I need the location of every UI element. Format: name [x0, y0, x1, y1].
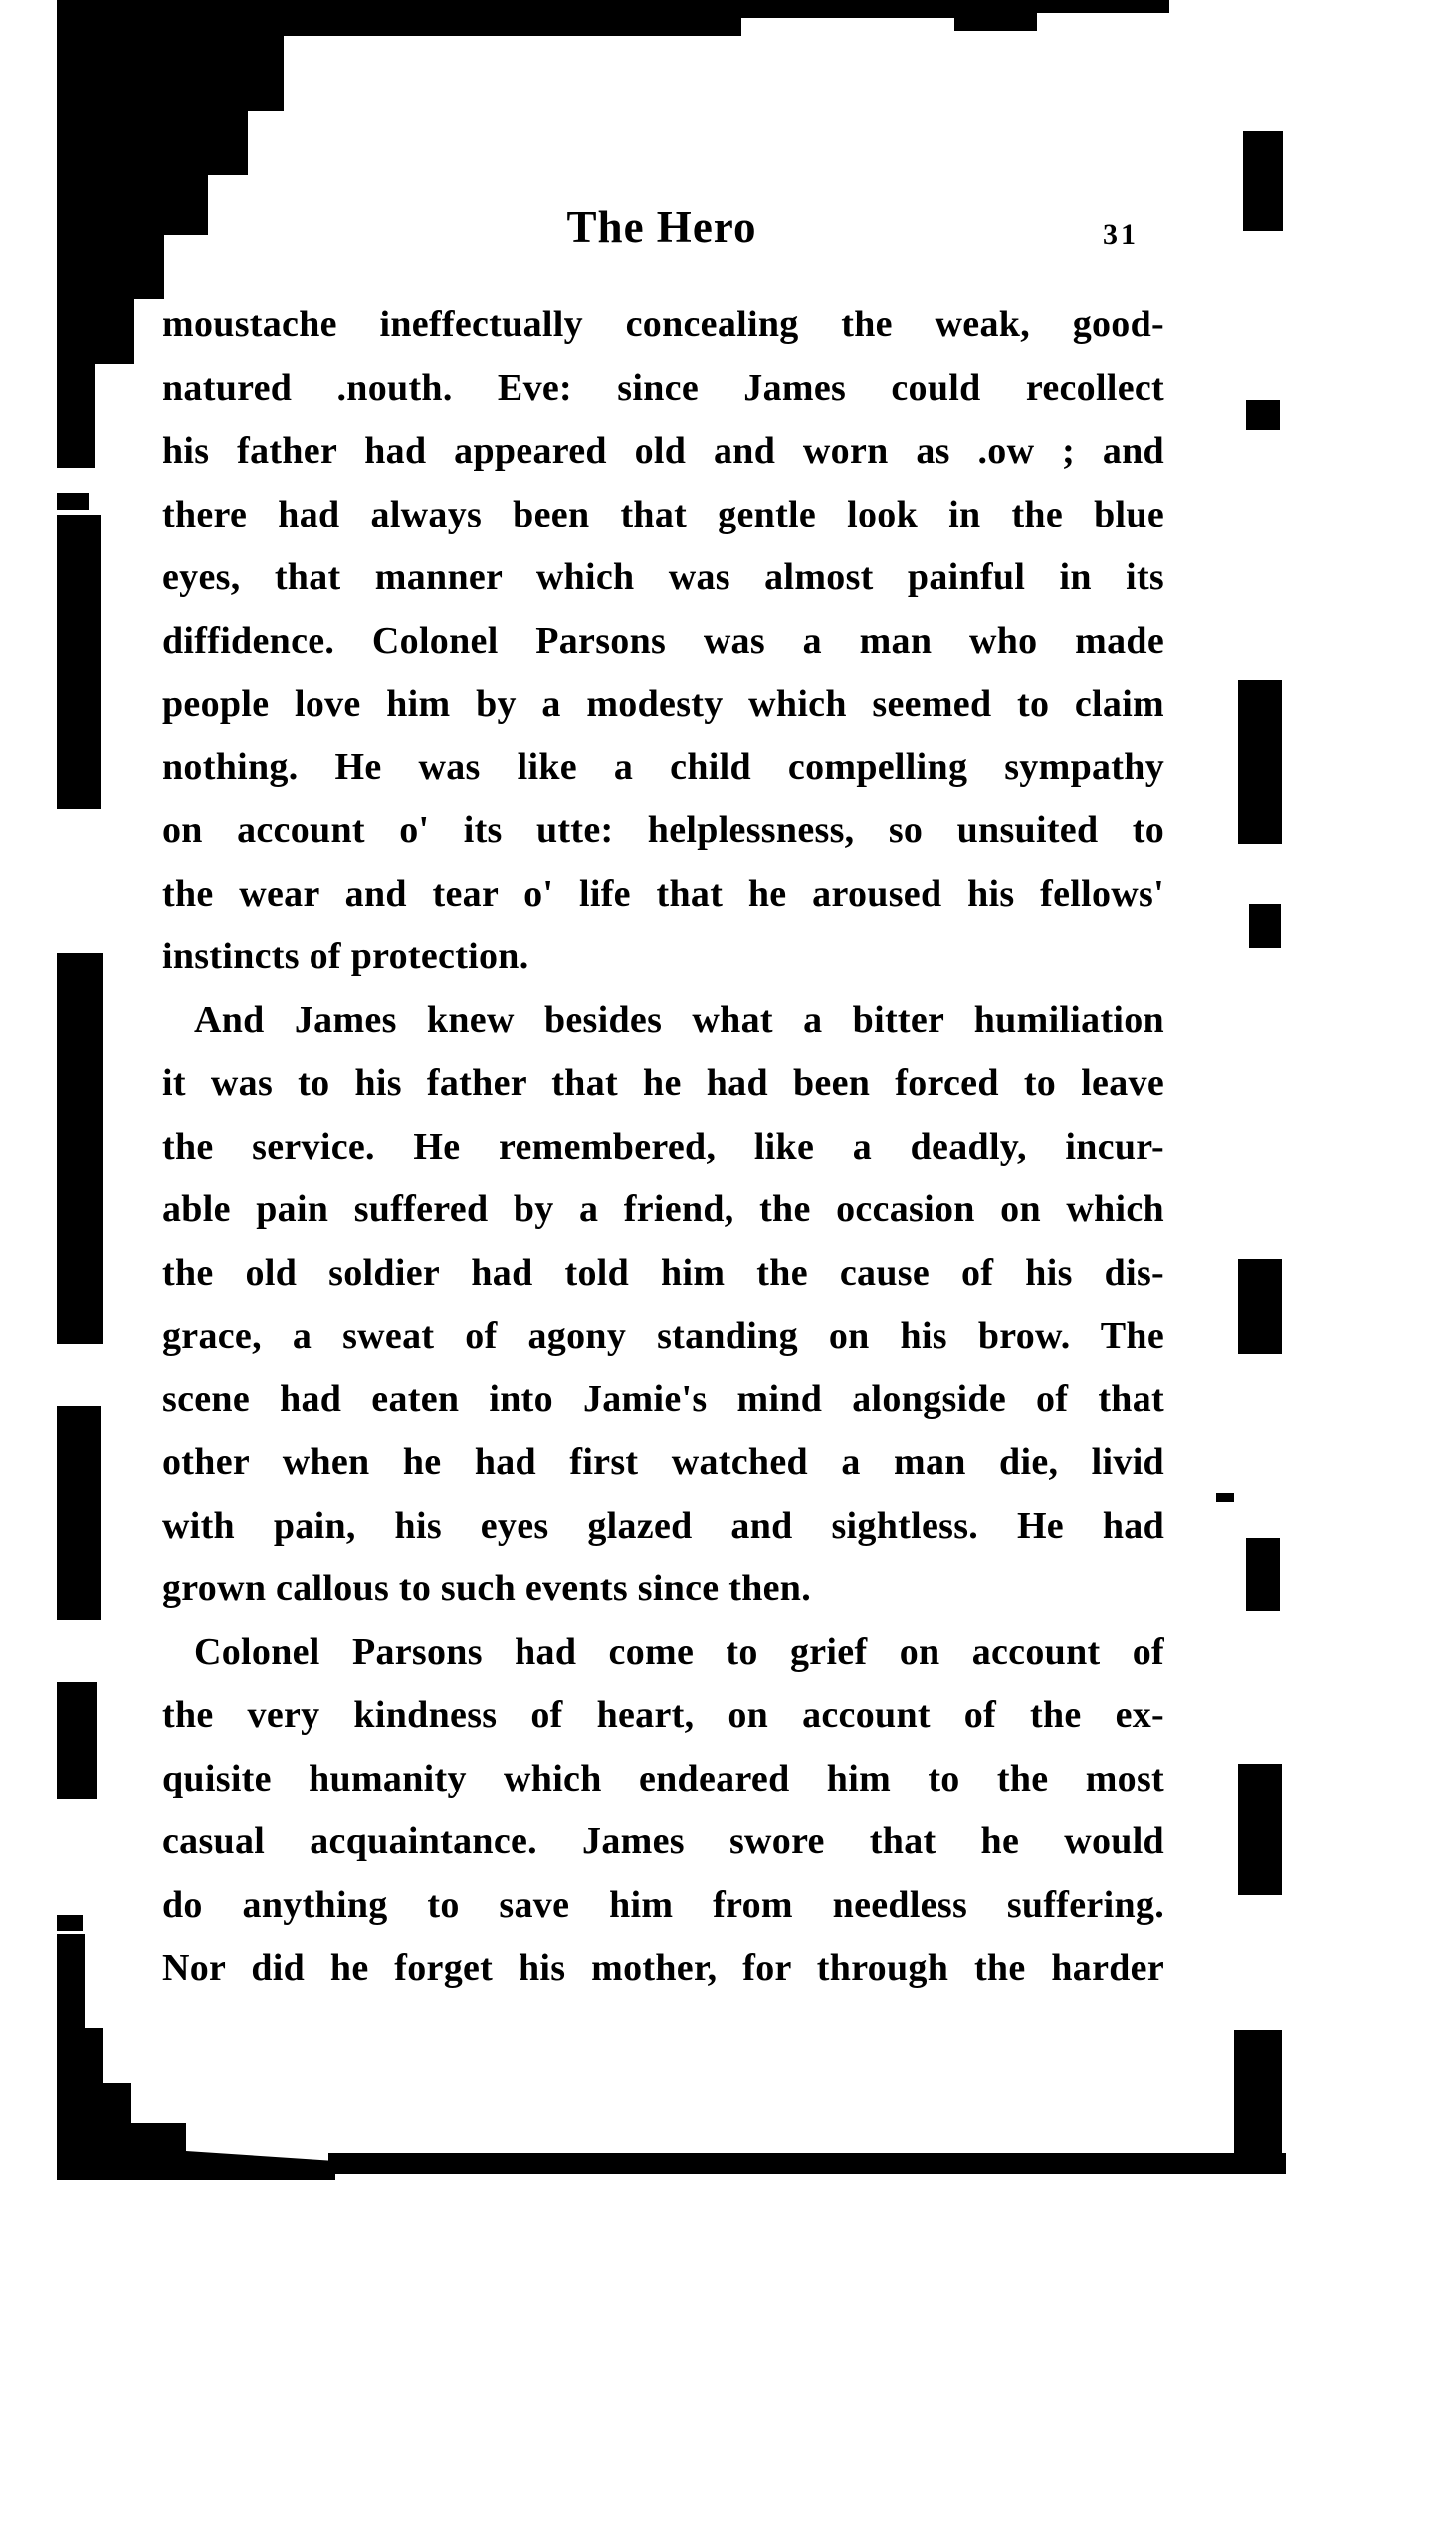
scan-artifact-top-strip: [1037, 0, 1169, 13]
text-line: diffidence. Colonel Parsons was a man who made: [162, 619, 1164, 662]
scan-artifact-right-bar: [1249, 904, 1281, 948]
text-line: moustache ineffectually concealing the weak, good-: [162, 304, 1164, 345]
text-line: Colonel Parsons had come to grief on account of: [194, 1630, 1164, 1673]
text-line: people love him by a modesty which seemed to claim: [162, 683, 1164, 725]
text-line: eyes, that manner which was almost painful in its: [162, 556, 1164, 598]
text-line: the very kindness of heart, on account of the ex-: [162, 1694, 1164, 1736]
scan-artifact-right-bar: [1246, 400, 1280, 430]
text-line: the service. He remembered, like a deadly, incur-: [162, 1125, 1164, 1167]
text-line: with pain, his eyes glazed and sightless. He had: [162, 1504, 1164, 1547]
text-line: the old soldier had told him the cause of his dis-: [162, 1251, 1164, 1294]
scan-artifact-right-bar: [1234, 2030, 1282, 2155]
text-line: instincts of protection.: [162, 936, 529, 977]
text-line: scene had eaten into Jamie's mind alongside of that: [162, 1377, 1164, 1420]
text-line: on account o' its utte: helplessness, so unsuited to: [162, 809, 1164, 851]
scan-artifact-left-bar: [57, 515, 101, 809]
scan-artifact-left-bar: [57, 953, 103, 1344]
text-line: do anything to save him from needless suffering.: [162, 1883, 1164, 1926]
text-line: there had always been that gentle look in the blue: [162, 493, 1164, 535]
scan-artifact-left-mark: [57, 1915, 83, 1931]
text-line: And James knew besides what a bitter humiliation: [194, 998, 1164, 1041]
text-line: it was to his father that he had been forced to leave: [162, 1062, 1164, 1104]
scan-artifact-left-bar: [57, 1682, 97, 1799]
scan-artifact-top-strip: [284, 0, 741, 36]
scan-artifact-top-strip: [954, 0, 1037, 31]
scan-artifact-right-mark: [1216, 1493, 1234, 1502]
scan-artifact-right-bar: [1238, 1259, 1282, 1354]
scan-artifact-left-mark: [57, 493, 89, 510]
scan-artifact-top-strip: [741, 0, 970, 18]
scan-artifact-right-bar: [1243, 131, 1283, 231]
text-line: the wear and tear o' life that he aroused his fellows': [162, 872, 1164, 915]
text-line: grown callous to such events since then.: [162, 1568, 812, 1609]
running-header-title: The Hero: [566, 202, 757, 252]
text-line: grace, a sweat of agony standing on his brow. The: [162, 1315, 1164, 1357]
text-line: nothing. He was like a child compelling sympathy: [162, 745, 1164, 788]
text-line: natured .nouth. Eve: since James could recollect: [162, 366, 1164, 409]
body-text: [162, 294, 1164, 2001]
text-line: Nor did he forget his mother, for through the harder: [162, 1947, 1164, 1989]
scan-artifact-right-bar: [1238, 1764, 1282, 1895]
text-line: quisite humanity which endeared him to the most: [162, 1757, 1164, 1799]
text-line: able pain suffered by a friend, the occasion on which: [162, 1188, 1164, 1230]
scan-artifact-left-bar: [57, 1406, 101, 1620]
scan-artifact-right-bar: [1238, 680, 1282, 844]
scan-artifact-bottom-strip: [328, 2153, 1286, 2174]
scan-artifact-right-bar: [1246, 1538, 1280, 1611]
text-line: other when he had first watched a man die, livid: [162, 1441, 1164, 1483]
page-number: 31: [1103, 218, 1139, 251]
text-line: his father had appeared old and worn as .ow ; and: [162, 430, 1164, 472]
text-line: casual acquaintance. James swore that he would: [162, 1820, 1164, 1862]
